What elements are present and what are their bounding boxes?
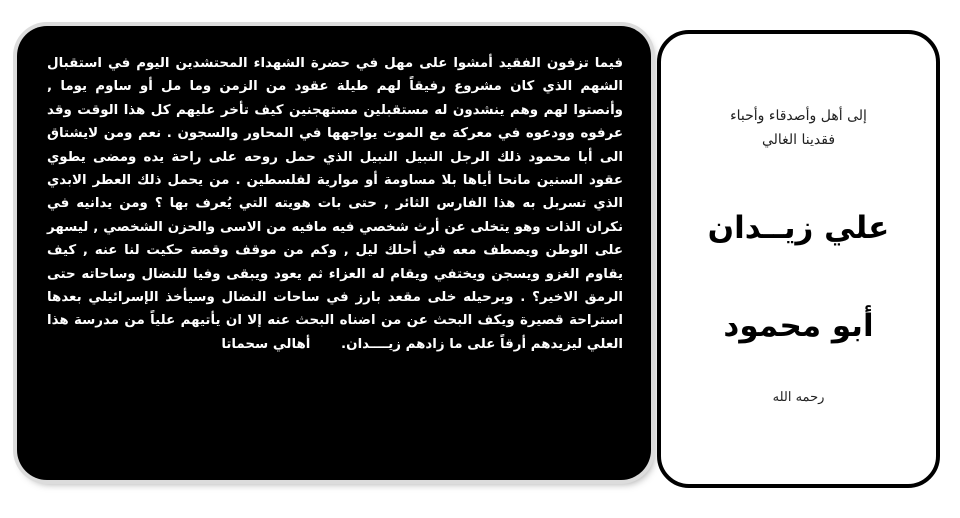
tribute-signature: أهالي سحماتا [221,336,311,352]
intro-line-2: فقدينا الغالي [761,132,836,148]
mercy-phrase: رحمه الله [772,390,825,405]
deceased-name: علي زيــدان [707,210,890,246]
card-intro [661,104,936,152]
deceased-kunya: أبو محمود [723,308,874,344]
tribute-text [47,52,623,356]
intro-line-1: إلى أهل وأصدقاء وأحباء [730,108,867,124]
tribute-paragraph: فيما تزفون الفقيد أمشوا على مهل في حضرة الشهداء المحتشدين اليوم في استقبال الشهم الذي كان مشروع رفيقاً لهم طيلة عقود من الزمن وما مل أو ساوم يوما , وأنصتوا لهم وهم ينشدون له مستقبلين مستهجنين كيف تأخر عليهم كل هذا الوقت وقد عرفوه وودعوه في معركة مع الموت يواجهها في المحاور والسجون . نعم ومن لايشتاق الى أبا محمود ذلك الرجل النبيل النبيل الذي حمل روحه على راحة يده ومضى يطوي عقود السنين مانحا أياها بلا مساومة أو موارية لفلسطين . من يحمل ذلك العطر الابدي الذي تسربل به هذا الفارس الثائر , حتى بات هويته التي يُعرف بها ؟ ومن يدانيه في نكران الذات وهو يتخلى عن أرث شخصي فيه مافيه من الاسى والحزن الشخصي , ليسهر على الوطن ويصطف معه في أحلك ليل , وكم من موقف وقصة حكيت لنا عنه , كيف يقاوم الغزو ويسجن ويختفي ويقام له العزاء ثم يعود ويبقى وفيا للنضال وساحاته حتى الرمق الاخير؟ . وبرحيله خلى مقعد بارز في ساحات النضال وسيأخذ الإسرائيلي بعدها استراحة قصيرة ويكف البحث عن من اضناه البحث عنه إلا ان يأتيهم علياً من مدرسة هذا العلي ليزيدهم أرقاً على ما زادهم زيــــدان. [47,56,623,352]
tribute-panel [17,26,651,480]
condolence-card [657,30,940,488]
